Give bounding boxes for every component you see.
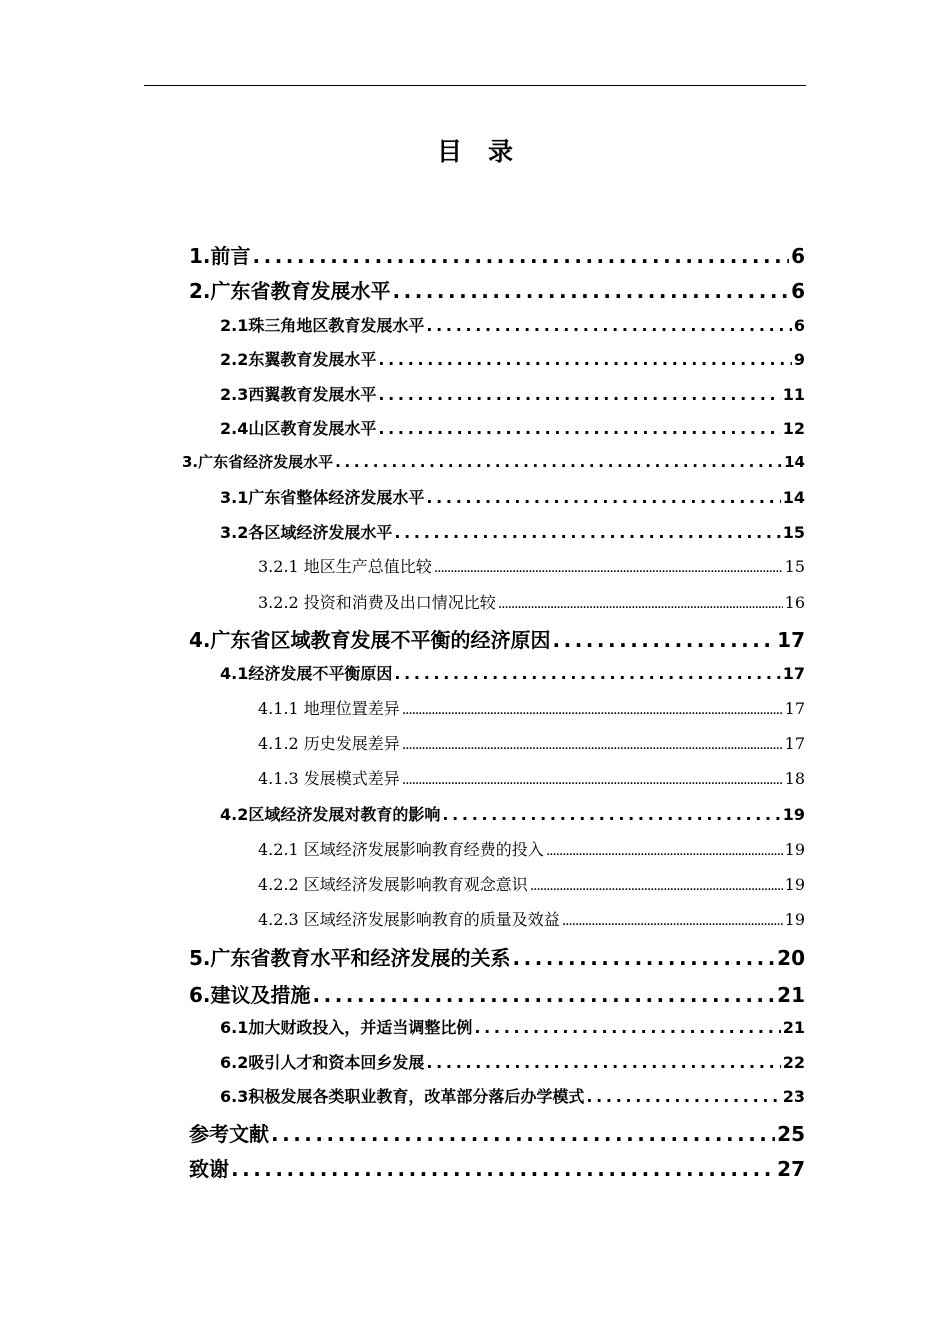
toc-dot-leader: [271, 1122, 775, 1146]
toc-entry-label: 3.2.2 投资和消费及出口情况比较: [258, 593, 496, 612]
toc-dot-leader: [442, 805, 780, 824]
toc-entry-label: 致谢: [189, 1157, 229, 1181]
toc-page-number: 9: [793, 350, 805, 369]
toc-entry[interactable]: [220, 1084, 805, 1107]
toc-entry[interactable]: [220, 1050, 805, 1073]
toc-entry-label: 4.1经济发展不平衡原因: [220, 664, 393, 683]
toc-entry[interactable]: [189, 275, 805, 304]
toc-page-number: 19: [784, 840, 805, 859]
toc-page-number: 17: [777, 628, 805, 652]
toc-page-number: 12: [782, 419, 805, 438]
toc-dot-leader: [378, 385, 780, 404]
toc-dot-leader: [394, 523, 780, 542]
toc-entry[interactable]: [220, 485, 805, 508]
toc-entry[interactable]: [189, 942, 805, 971]
toc-page-number: 17: [782, 664, 805, 683]
toc-entry[interactable]: [189, 1118, 805, 1147]
toc-page-number: 25: [777, 1122, 805, 1146]
toc-dot-leader: [586, 1087, 780, 1106]
toc-entry-label: 6.1加大财政投入，并适当调整比例: [220, 1018, 473, 1037]
toc-entry-label: 4.1.2 历史发展差异: [258, 734, 400, 753]
toc-entry[interactable]: [258, 766, 805, 789]
toc-page-number: 22: [782, 1053, 805, 1072]
toc-page-number: 19: [784, 910, 805, 929]
toc-dot-leader: [253, 244, 790, 268]
toc-entry[interactable]: [220, 382, 805, 405]
toc-entry-label: 3.1广东省整体经济发展水平: [220, 488, 425, 507]
toc-entry[interactable]: [220, 313, 805, 336]
toc-dot-leader: [402, 702, 783, 718]
toc-entry-label: 参考文献: [189, 1122, 269, 1146]
toc-dot-leader: [553, 628, 776, 652]
toc-page-number: 19: [782, 805, 805, 824]
toc-entry[interactable]: [220, 661, 805, 684]
toc-page-number: 20: [777, 946, 805, 970]
toc-entry-label: 6.3积极发展各类职业教育，改革部分落后办学模式: [220, 1087, 585, 1106]
toc-entry[interactable]: [220, 1015, 805, 1038]
toc-dot-leader: [378, 419, 780, 438]
page-title: 目录: [436, 137, 539, 166]
toc-entry-label: 1.前言: [189, 244, 251, 268]
toc-entry-label: 2.4山区教育发展水平: [220, 419, 377, 438]
toc-entry[interactable]: [258, 837, 805, 860]
toc-page-number: 15: [784, 557, 805, 576]
toc-entry[interactable]: [189, 979, 805, 1008]
toc-dot-leader: [335, 453, 782, 471]
toc-page-number: 21: [777, 983, 805, 1007]
toc-entry-label: 4.2.3 区域经济发展影响教育的质量及效益: [258, 910, 560, 929]
toc-page-number: 17: [784, 699, 805, 718]
toc-page-number: 14: [784, 453, 805, 471]
toc-page-number: 21: [782, 1018, 805, 1037]
toc-entry[interactable]: [182, 451, 805, 472]
toc-page-number: 17: [784, 734, 805, 753]
toc-dot-leader: [474, 1018, 780, 1037]
toc-entry-label: 2.3西翼教育发展水平: [220, 385, 377, 404]
toc-entry[interactable]: [189, 1153, 805, 1182]
toc-dot-leader: [394, 664, 780, 683]
toc-dot-leader: [426, 1053, 780, 1072]
toc-dot-leader: [402, 737, 783, 753]
toc-entry[interactable]: [189, 624, 805, 653]
toc-dot-leader: [231, 1157, 775, 1181]
toc-dot-leader: [562, 913, 783, 929]
toc-entry-label: 6.建议及措施: [189, 983, 311, 1007]
toc-dot-leader: [530, 878, 783, 894]
toc-page-number: 6: [793, 316, 805, 335]
toc-entry[interactable]: [220, 802, 805, 825]
toc-dot-leader: [393, 279, 790, 303]
toc-entry-label: 3.2.1 地区生产总值比较: [258, 557, 432, 576]
toc-page-number: 15: [782, 523, 805, 542]
toc-page-number: 14: [782, 488, 805, 507]
toc-dot-leader: [313, 983, 776, 1007]
toc-page-number: 16: [784, 593, 805, 612]
toc-dot-leader: [498, 596, 783, 612]
toc-entry[interactable]: [258, 554, 805, 577]
toc-page-number: 6: [791, 279, 805, 303]
toc-entry-label: 4.2.1 区域经济发展影响教育经费的投入: [258, 840, 544, 859]
toc-entry-label: 4.广东省区域教育发展不平衡的经济原因: [189, 628, 551, 652]
toc-entry-label: 5.广东省教育水平和经济发展的关系: [189, 946, 511, 970]
toc-dot-leader: [378, 350, 792, 369]
toc-entry[interactable]: [220, 347, 805, 370]
toc-entry-label: 3.广东省经济发展水平: [182, 453, 334, 471]
toc-entry[interactable]: [258, 590, 805, 613]
toc-entry[interactable]: [220, 520, 805, 543]
toc-dot-leader: [546, 843, 783, 859]
toc-entry-label: 4.2区域经济发展对教育的影响: [220, 805, 441, 824]
toc-dot-leader: [402, 772, 783, 788]
toc-entry-label: 3.2各区域经济发展水平: [220, 523, 393, 542]
toc-dot-leader: [513, 946, 776, 970]
toc-page-number: 18: [784, 769, 805, 788]
toc-dot-leader: [426, 488, 780, 507]
toc-entry[interactable]: [258, 872, 805, 895]
toc-entry[interactable]: [258, 696, 805, 719]
toc-entry-label: 4.1.3 发展模式差异: [258, 769, 400, 788]
toc-entry[interactable]: [189, 240, 805, 269]
toc-dot-leader: [434, 560, 783, 576]
toc-page-number: 6: [791, 244, 805, 268]
toc-entry-label: 2.广东省教育发展水平: [189, 279, 391, 303]
toc-entry-label: 2.2东翼教育发展水平: [220, 350, 377, 369]
toc-entry-label: 4.2.2 区域经济发展影响教育观念意识: [258, 875, 528, 894]
toc-page-number: 23: [782, 1087, 805, 1106]
toc-page-number: 11: [782, 385, 805, 404]
toc-page-number: 27: [777, 1157, 805, 1181]
toc-entry-label: 4.1.1 地理位置差异: [258, 699, 400, 718]
toc-page-number: 19: [784, 875, 805, 894]
toc-entry[interactable]: [220, 416, 805, 439]
toc-entry-label: 2.1珠三角地区教育发展水平: [220, 316, 425, 335]
toc-entry[interactable]: [258, 731, 805, 754]
toc-dot-leader: [426, 316, 792, 335]
toc-entry-label: 6.2吸引人才和资本回乡发展: [220, 1053, 425, 1072]
toc-entry[interactable]: [258, 907, 805, 930]
